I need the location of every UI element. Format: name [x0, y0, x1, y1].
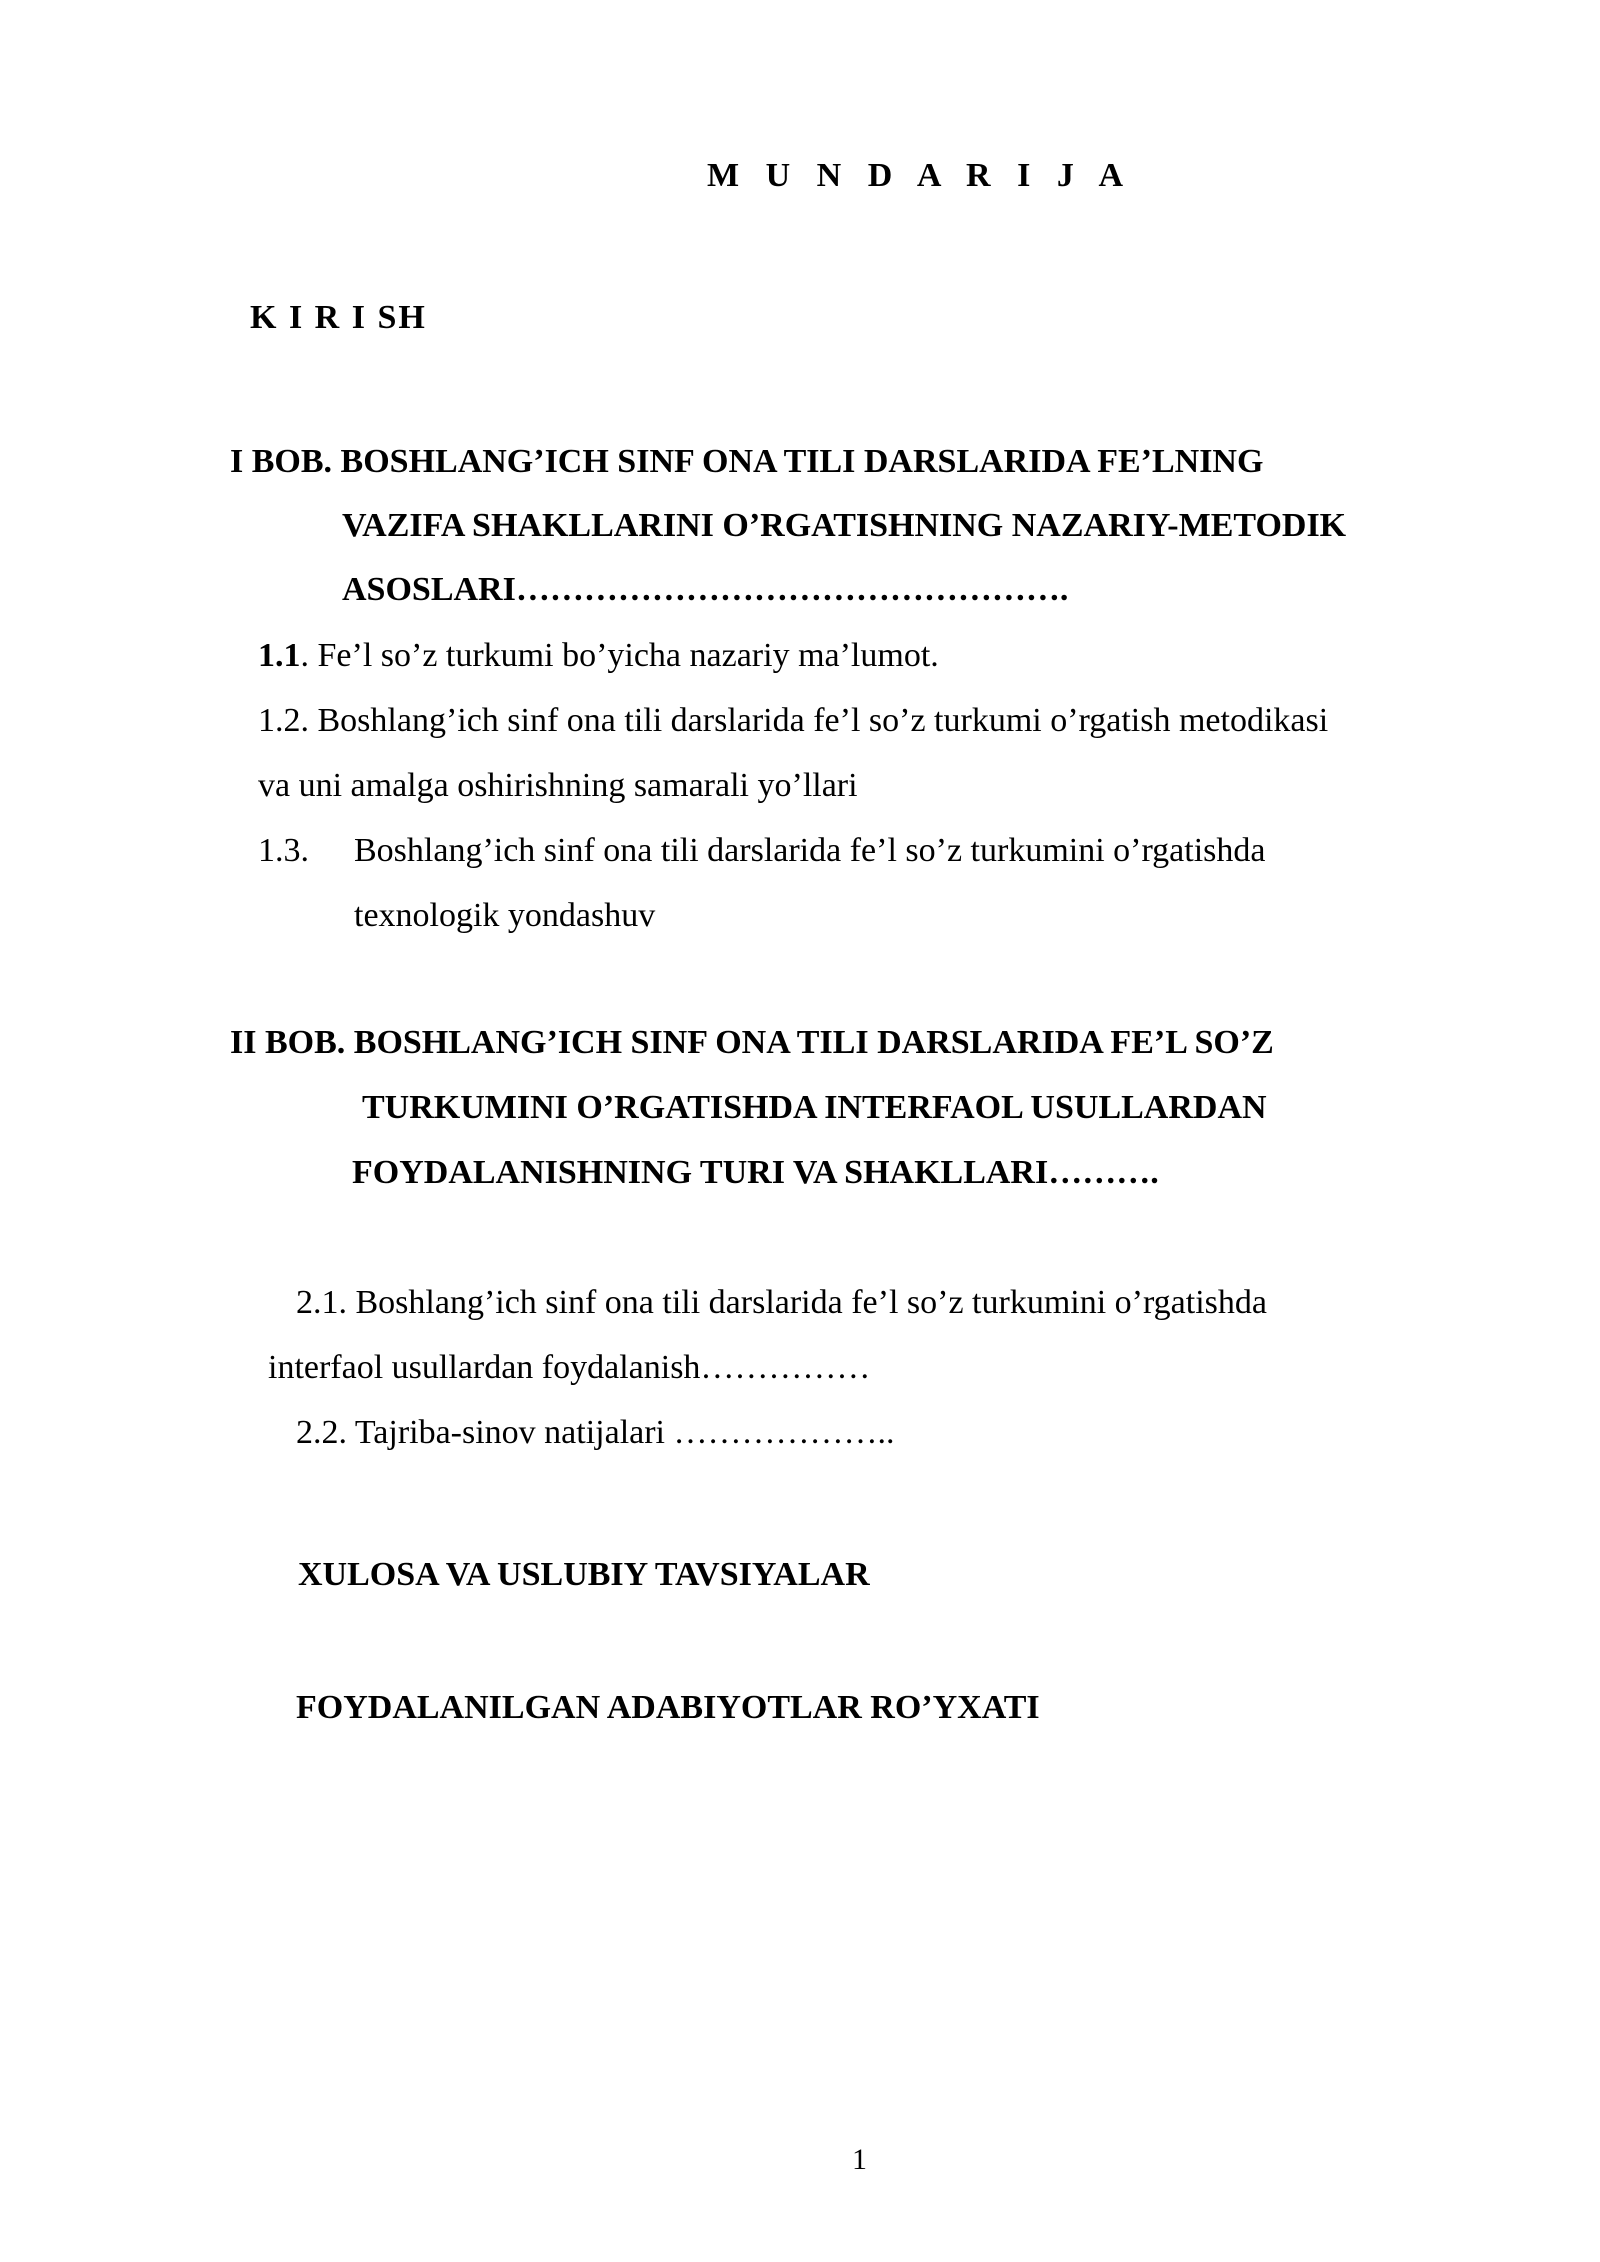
document-title: M U N D A R I J A: [707, 157, 1133, 194]
chapter1-heading-line1: I BOB. BOSHLANG’ICH SINF ONA TILI DARSLARIDA FE’LNING: [230, 443, 1264, 480]
chapter1-heading-line2: VAZIFA SHAKLLARINI O’RGATISHNING NAZARIY-METODIK: [342, 507, 1347, 544]
section-1-2-line1: 1.2. Boshlang’ich sinf ona tili darslarida fe’l so’z turkumi o’rgatish metodikasi: [258, 702, 1329, 739]
page-number: 1: [852, 2143, 867, 2176]
section-2-1-line2: interfaol usullardan foydalanish……………: [268, 1349, 871, 1386]
chapter2-heading-line2: TURKUMINI O’RGATISHDA INTERFAOL USULLARDAN: [362, 1089, 1267, 1126]
chapter1-heading-line3: ASOSLARI………………………………………….: [342, 571, 1069, 608]
section-1-3-line1: Boshlang’ich sinf ona tili darslarida fe’l so’z turkumini o’rgatishda: [354, 832, 1266, 869]
section-2-1-line1: 2.1. Boshlang’ich sinf ona tili darslarida fe’l so’z turkumini o’rgatishda: [296, 1284, 1267, 1321]
section-1-3-line2: texnologik yondashuv: [354, 897, 656, 934]
chapter2-heading-line3: FOYDALANISHNING TURI VA SHAKLLARI……….: [352, 1154, 1159, 1191]
section-2-2: 2.2. Tajriba-sinov natijalari ………………..: [296, 1414, 895, 1451]
references-heading: FOYDALANILGAN ADABIYOTLAR RO’YXATI: [296, 1689, 1040, 1726]
section-1-3-number: 1.3.: [258, 832, 309, 869]
conclusion-heading: XULOSA VA USLUBIY TAVSIYALAR: [298, 1556, 870, 1593]
section-1-2-line2: va uni amalga oshirishning samarali yo’llari: [258, 767, 858, 804]
section-1-1: [258, 636, 939, 676]
section-1-1-number: 1.1: [258, 637, 301, 674]
kirish-heading: K I R I SH: [250, 299, 427, 336]
chapter2-heading-line1: II BOB. BOSHLANG’ICH SINF ONA TILI DARSLARIDA FE’L SO’Z: [230, 1024, 1274, 1061]
section-1-1-text: . Fe’l so’z turkumi bo’yicha nazariy ma’lumot.: [300, 637, 939, 674]
